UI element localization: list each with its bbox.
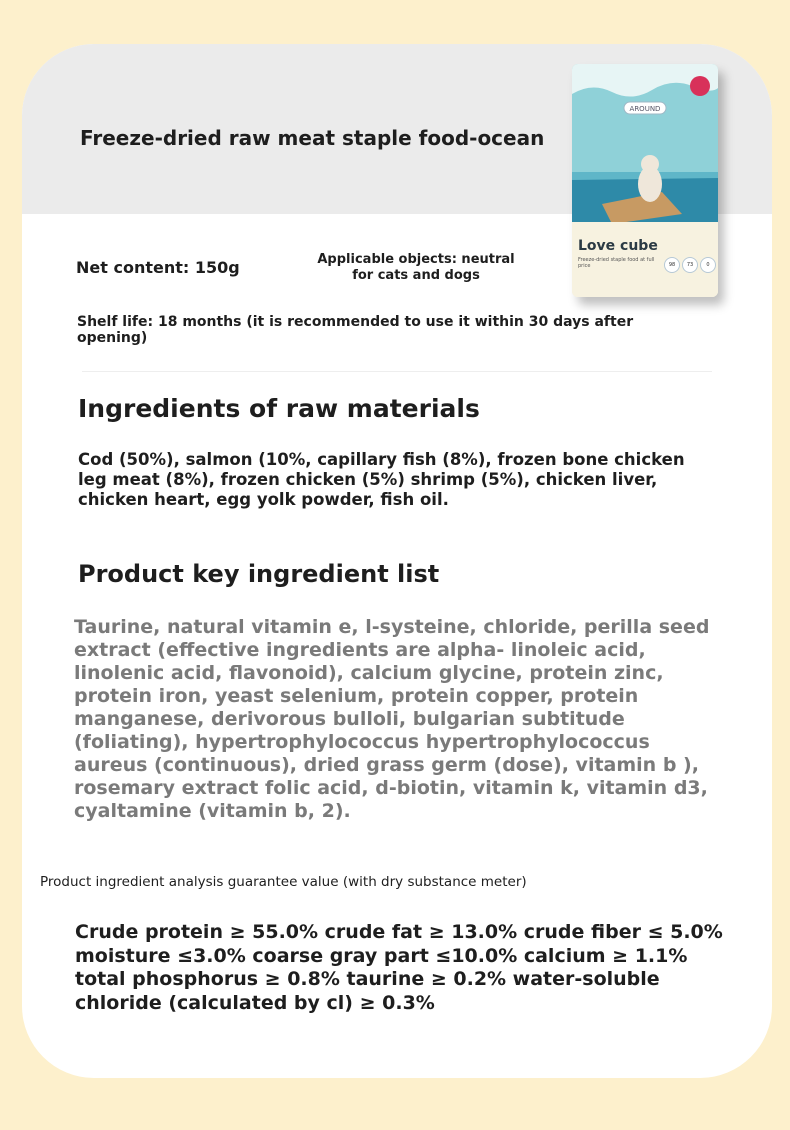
key-ingredients-heading: Product key ingredient list (78, 560, 440, 588)
applicable-objects: Applicable objects: neutral for cats and dogs (317, 252, 515, 283)
package-badge-1: 98 (664, 257, 680, 273)
package-name: Love cube (578, 238, 658, 254)
key-ingredients-text: Taurine, natural vitamin e, l-systeine, chloride, perilla seed extract (effective ingredients are alpha- linoleic acid, linolenic acid, flavonoid), calcium glycine, protein zinc, protein iron, yeast selenium, protein copper, protein manganese, derivorous bulloli, bulgarian subtitude (foliating), hypertrophylococcus hypertrophylococcus aureus (continuous), dried grass germ (dose), vitamin b ), rosemary extract folic acid, d-biotin, vitamin k, vitamin d3, cyaltamine (vitamin b, 2). (74, 616, 710, 822)
analysis-values: Crude protein ≥ 55.0% crude fat ≥ 13.0% crude fiber ≤ 5.0% moisture ≤3.0% coarse gray part ≤10.0% calcium ≥ 1.1% total phosphorus ≥ 0.8% taurine ≥ 0.2% water-soluble chloride (calculated by cl) ≥ 0.3% (75, 921, 723, 1014)
net-content: Net content: 150g (76, 258, 240, 277)
product-package-image (572, 64, 718, 297)
brand-label: AROUND (629, 105, 661, 113)
package-badge-2: 73 (682, 257, 698, 273)
divider (82, 371, 712, 372)
raw-materials-heading: Ingredients of raw materials (78, 394, 480, 423)
analysis-heading: Product ingredient analysis guarantee value (with dry substance meter) (40, 874, 527, 890)
shelf-life: Shelf life: 18 months (it is recommended to use it within 30 days after opening) (77, 314, 634, 346)
page-title: Freeze-dried raw meat staple food-ocean (80, 126, 545, 150)
package-subtitle: Freeze-dried staple food at full price (578, 257, 655, 269)
package-badge-3: 0 (700, 257, 716, 273)
raw-materials-text: Cod (50%), salmon (10%, capillary fish (8%), frozen bone chicken leg meat (8%), frozen chicken (5%) shrimp (5%), chicken liver, chicken heart, egg yolk powder, fish oil. (78, 450, 685, 509)
